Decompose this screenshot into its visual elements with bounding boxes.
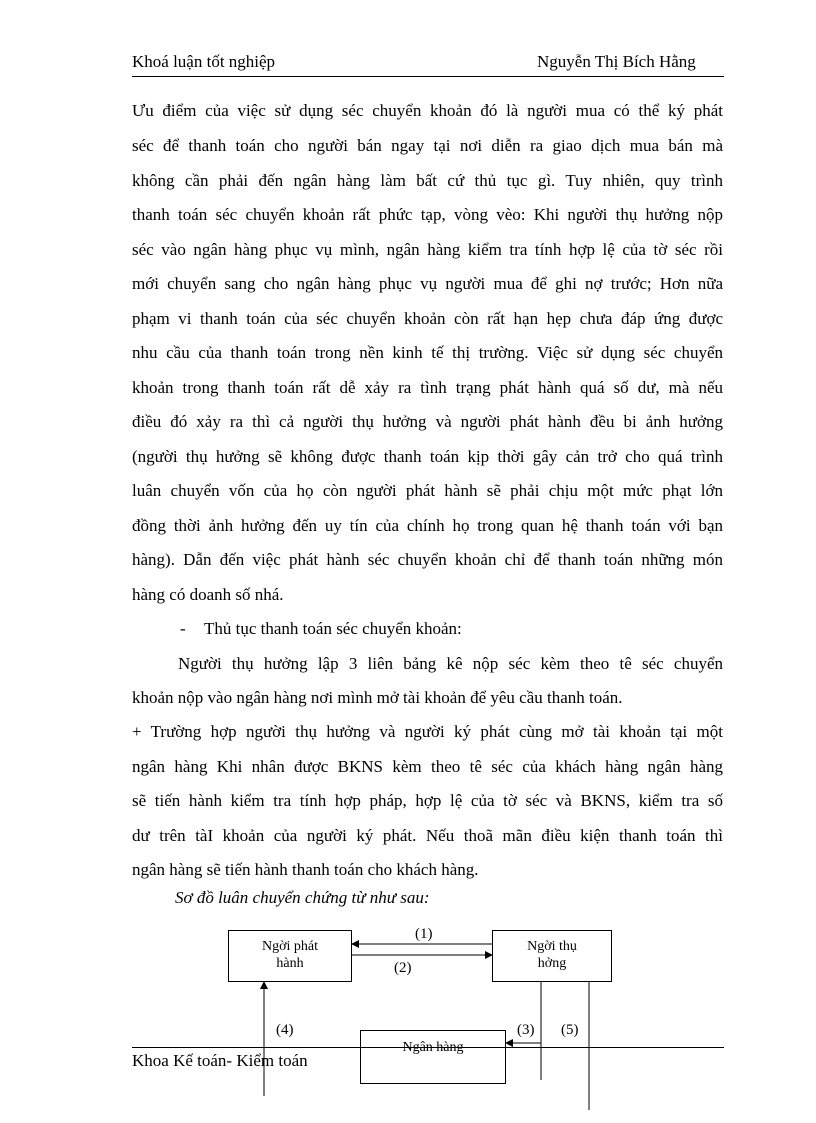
bullet-dash: -	[180, 619, 186, 638]
text-line: hàng). Dẫn đến việc phát hành séc chuyển khoản chỉ để thanh toán những món	[132, 550, 723, 569]
text-line: thanh toán séc chuyển khoản rất phức tạp, vòng vèo: Khi người thụ hưởng nộp	[132, 205, 723, 224]
text-line: không cần phải đến ngân hàng làm bất cứ thủ tục gì. Tuy nhiên, quy trình	[132, 171, 723, 190]
box-issuer-line1: Ngời phát	[261, 939, 318, 954]
box-payee	[492, 930, 612, 982]
footer-divider	[132, 1047, 724, 1048]
bullet-text: Thủ tục thanh toán séc chuyển khoản:	[204, 619, 462, 638]
text-line: đồng thời ảnh hưởng đến uy tín của chính họ trong quan hệ thanh toán với bạn	[132, 516, 723, 535]
text-line: luân chuyển vốn của họ còn người phát hành sẽ phải chịu một mức phạt lớn	[132, 481, 723, 500]
text-line: sẽ tiến hành kiểm tra tính hợp pháp, hợp lệ của tờ séc và BKNS, kiểm tra số	[132, 791, 723, 810]
label-2: (2)	[394, 960, 412, 976]
diagram-caption: Sơ đồ luân chuyển chứng từ như sau:	[175, 888, 430, 907]
text-line: + Trường hợp người thụ hưởng và người ký phát cùng mở tài khoản tại một	[132, 722, 723, 741]
header-thesis-title: Khoá luận tốt nghiệp	[132, 52, 276, 71]
label-4: (4)	[276, 1022, 294, 1038]
text-line: séc để thanh toán cho người bán ngay tại nơi diễn ra giao dịch mua bán mà	[132, 136, 723, 155]
header-author-name: Nguyễn Thị Bích Hằng	[537, 52, 696, 71]
text-line: phạm vi thanh toán của séc chuyển khoản còn rất hạn hẹp chưa đáp ứng được	[132, 309, 723, 328]
text-line: séc vào ngân hàng phục vụ mình, ngân hàng kiểm tra tính hợp lệ của tờ séc rồi	[132, 240, 723, 259]
text-line: ngân hàng sẽ tiến hành thanh toán cho khách hàng.	[132, 860, 479, 879]
text-line: khoản nộp vào ngân hàng nơi mình mở tài khoản để yêu cầu thanh toán.	[132, 688, 623, 707]
box-payee-line1: Ngời thụ	[527, 939, 577, 954]
text-line: dư trên tàI khoản của người ký phát. Nếu thoã mãn điều kiện thanh toán thì	[132, 826, 723, 845]
text-line: khoản trong thanh toán rất dễ xảy ra tình trạng phát hành quá số dư, mà nếu	[132, 378, 723, 397]
box-issuer-line2: hành	[276, 956, 304, 971]
text-line: điều đó xảy ra thì cả người thụ hưởng và người phát hành đều bi ảnh hưởng	[132, 412, 723, 431]
label-3: (3)	[517, 1022, 535, 1038]
text-line: Ưu điểm của việc sử dụng séc chuyển khoản đó là người mua có thể ký phát	[132, 101, 723, 120]
text-line: hàng có doanh số nhá.	[132, 585, 284, 604]
text-line: nhu cầu của thanh toán trong nền kinh tế thị trường. Việc sử dụng séc chuyển	[132, 343, 723, 362]
footer-department: Khoa Kế toán- Kiểm toán	[132, 1051, 308, 1070]
box-bank	[360, 1030, 506, 1084]
label-1: (1)	[415, 926, 433, 942]
box-payee-line2: hởng	[537, 956, 567, 971]
text-line: ngân hàng Khi nhân được BKNS kèm theo tê séc của khách hàng ngân hàng	[132, 757, 723, 776]
text-line: Người thụ hưởng lập 3 liên bảng kê nộp séc kèm theo tê séc chuyển	[178, 654, 723, 673]
text-line: mới chuyển sang cho ngân hàng phục vụ người mua để ghi nợ trước; Hơn nữa	[132, 274, 723, 293]
text-line: (người thụ hưởng sẽ không được thanh toán kịp thời gây cản trở cho quá trình	[132, 447, 723, 466]
label-5: (5)	[561, 1022, 579, 1038]
box-issuer	[228, 930, 352, 982]
box-bank-label: Ngân hàng	[402, 1040, 464, 1055]
